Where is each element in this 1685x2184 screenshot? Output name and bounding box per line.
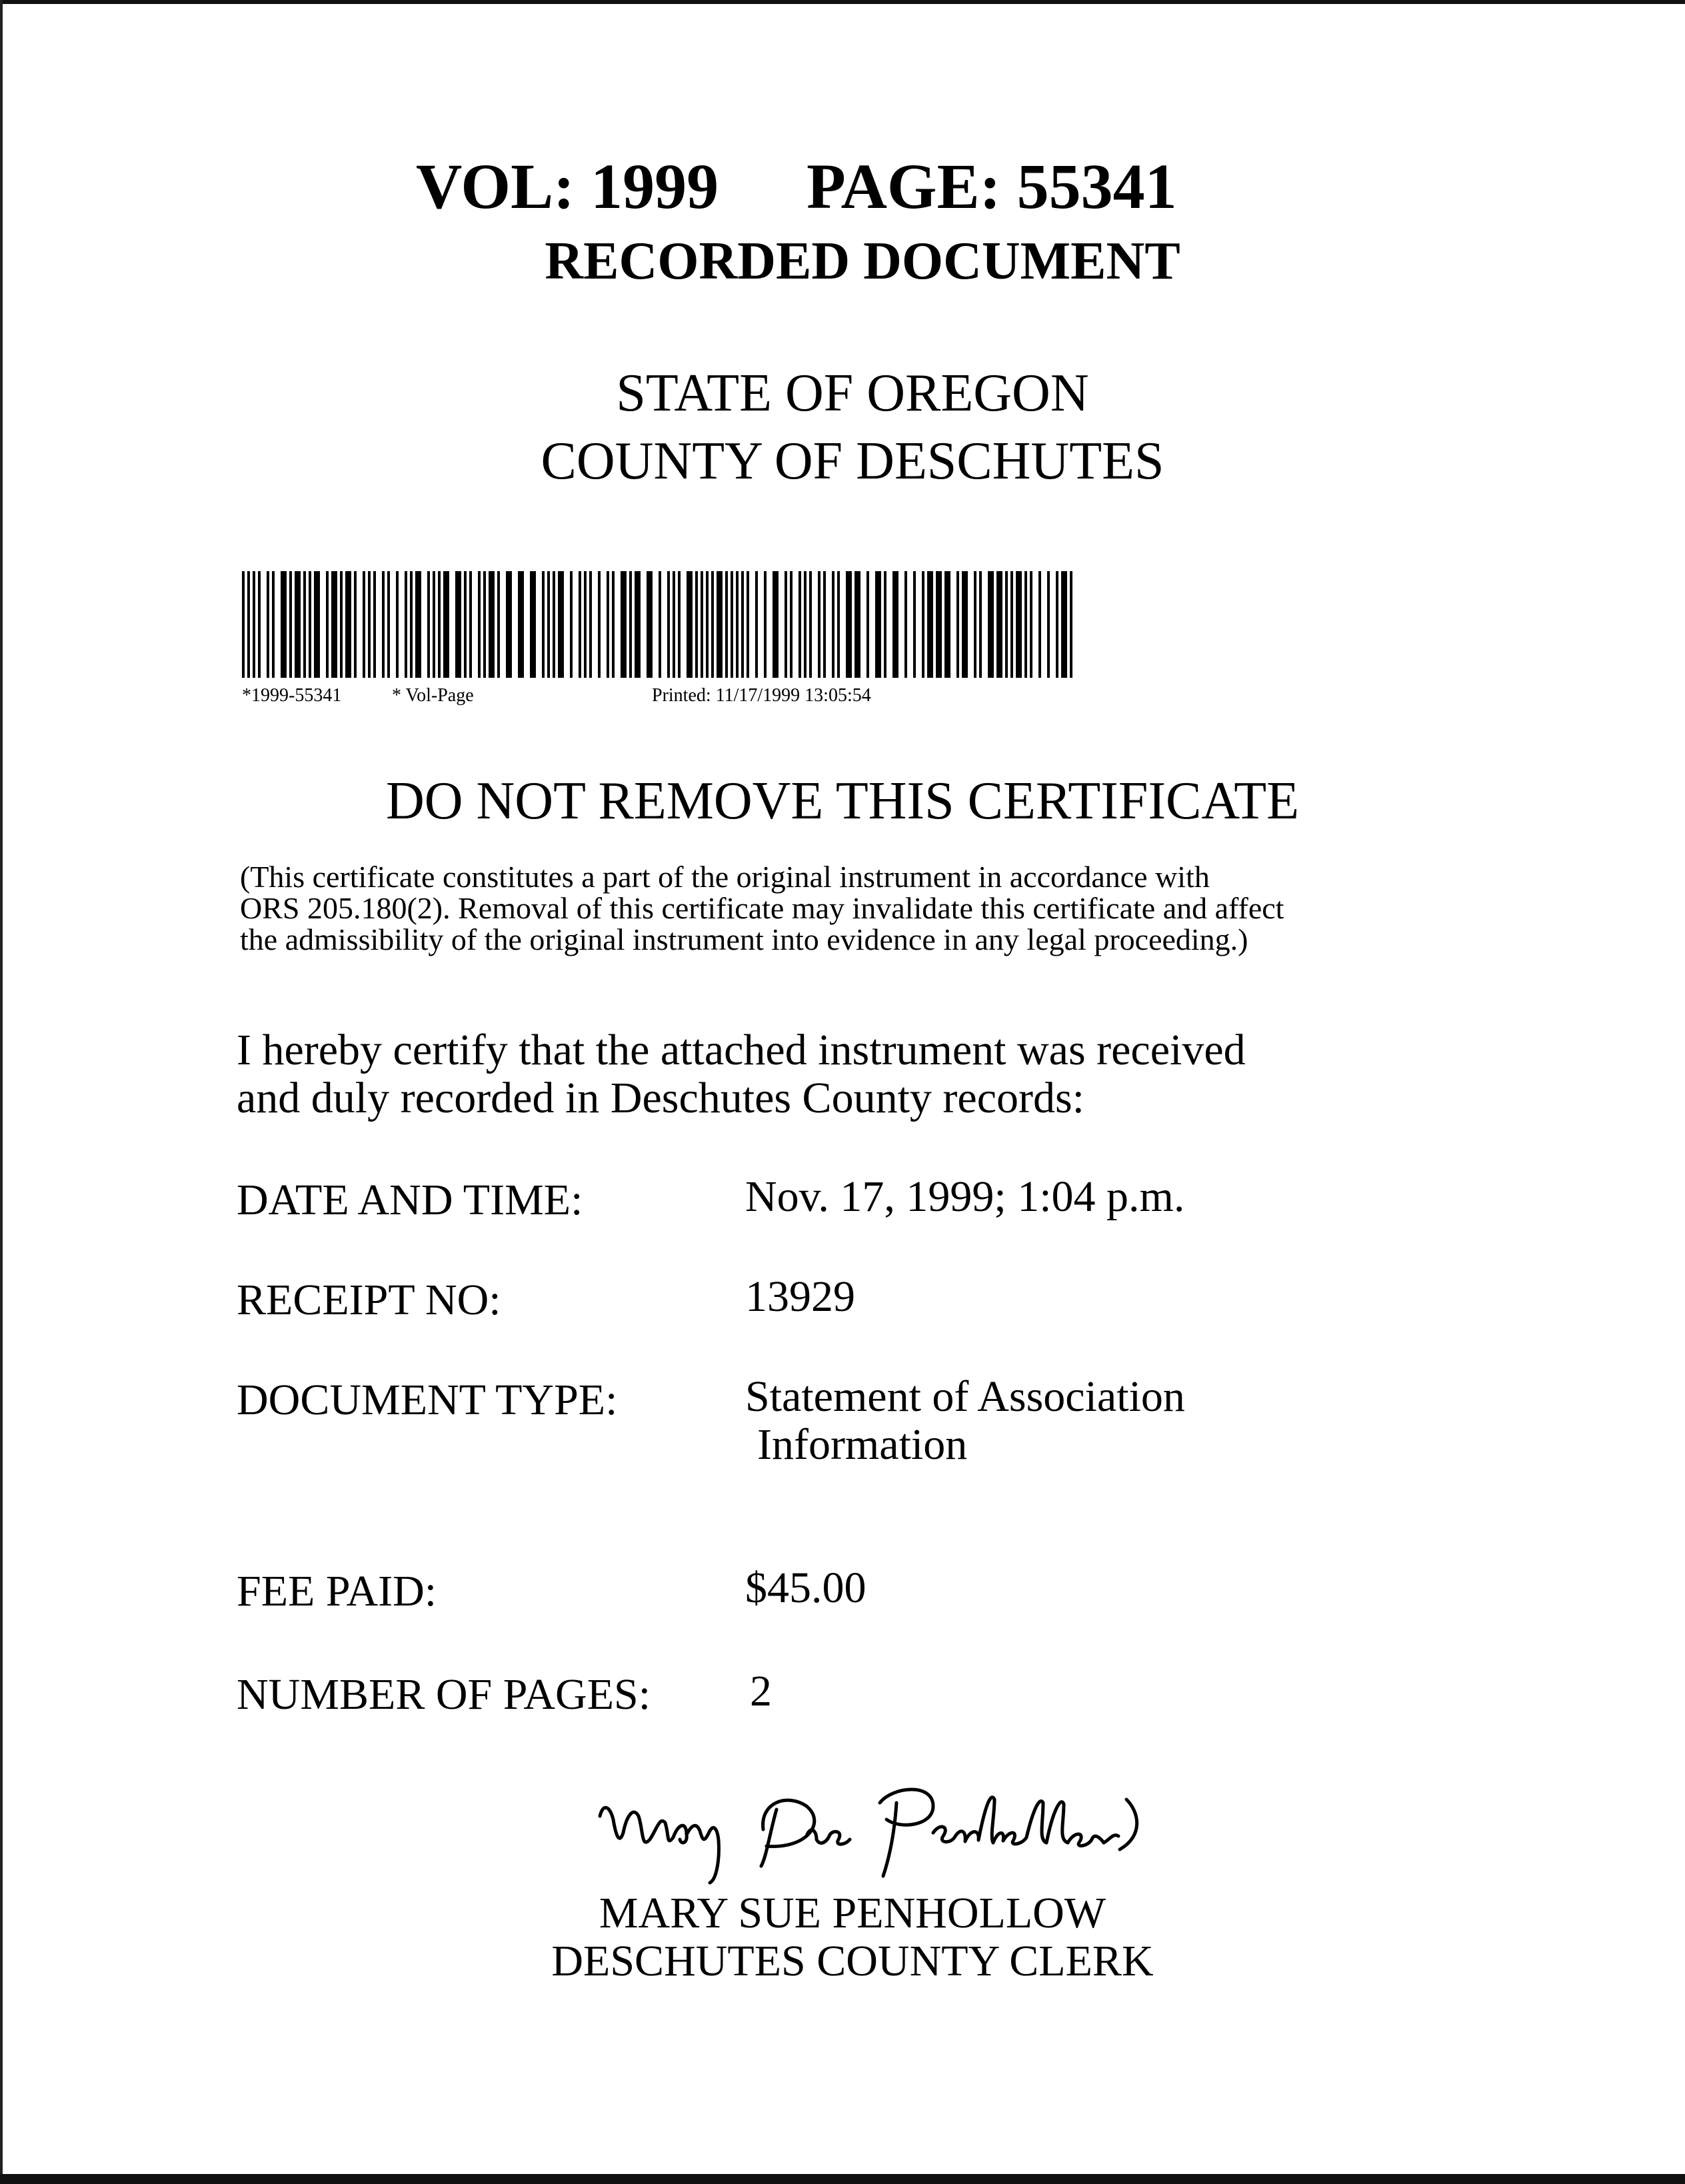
barcode-bar <box>547 571 550 678</box>
barcode-bar <box>443 571 449 678</box>
barcode-bar <box>944 571 950 678</box>
barcode-bar <box>790 571 793 678</box>
barcode-bar <box>988 571 994 678</box>
barcode-bar <box>629 571 632 678</box>
barcode-bar <box>667 571 670 678</box>
barcode-bar <box>866 571 869 678</box>
barcode-bar <box>1038 571 1041 678</box>
barcode-bar <box>832 571 835 678</box>
barcode-bar <box>736 571 739 678</box>
barcode-type: * Vol-Page <box>392 685 474 706</box>
scan-edge-top <box>0 0 1685 4</box>
barcode-bar <box>706 571 709 678</box>
barcode-bar <box>892 571 898 678</box>
barcode-bar <box>1056 571 1058 678</box>
barcode-bar <box>542 571 545 678</box>
barcode-bar <box>635 571 641 678</box>
barcode-bar <box>927 571 933 678</box>
number-of-pages-label: NUMBER OF PAGES: <box>237 1670 651 1719</box>
barcode-bar <box>673 571 675 678</box>
barcode-bar <box>607 571 609 678</box>
barcode-bar <box>570 571 573 678</box>
barcode-bar <box>621 571 627 678</box>
county-name: COUNTY OF DESCHUTES <box>541 432 1164 491</box>
barcode-bar <box>295 571 301 678</box>
barcode-bar <box>701 571 703 678</box>
barcode-bar <box>253 571 255 678</box>
barcode-bar <box>387 571 390 678</box>
barcode-bar <box>823 571 826 678</box>
barcode-bar <box>741 571 744 678</box>
barcode-bar <box>579 571 581 678</box>
barcode-bar <box>936 571 942 678</box>
vol-page-heading <box>416 151 1177 222</box>
fee-paid-label: FEE PAID: <box>237 1567 437 1616</box>
vol-number: VOL: 1999 <box>416 151 719 222</box>
do-not-remove-heading: DO NOT REMOVE THIS CERTIFICATE <box>385 772 1300 830</box>
barcode-bar <box>747 571 749 678</box>
barcode-bar <box>1030 571 1032 678</box>
barcode-bar <box>1005 571 1008 678</box>
receipt-label: RECEIPT NO: <box>237 1276 501 1324</box>
date-time-label: DATE AND TIME: <box>237 1176 583 1224</box>
barcode-bar <box>340 571 343 678</box>
barcode-bar <box>725 571 728 678</box>
barcode-bar <box>799 571 801 678</box>
barcode-bar <box>1024 571 1027 678</box>
barcode-bar <box>956 571 959 678</box>
barcode-bar <box>558 571 564 678</box>
barcode-bar <box>433 571 435 678</box>
barcode-id: *1999-55341 <box>242 685 342 706</box>
barcode-bar <box>247 571 250 678</box>
certification-statement <box>237 1026 1246 1122</box>
barcode-bar <box>818 571 821 678</box>
barcode-bar <box>289 571 292 678</box>
scan-edge-bottom <box>0 2174 1685 2184</box>
barcode-bar <box>469 571 472 678</box>
clerk-signature <box>587 1776 1146 1889</box>
barcode-bar <box>717 571 723 678</box>
barcode-bar <box>506 571 512 678</box>
page-number: PAGE: 55341 <box>807 151 1177 222</box>
barcode-bar <box>530 571 536 678</box>
barcode-bar <box>695 571 698 678</box>
barcode-bar <box>478 571 481 678</box>
barcode-bar <box>809 571 812 678</box>
barcode-bar <box>497 571 500 678</box>
barcode-bar <box>483 571 486 678</box>
barcode-bar <box>326 571 329 678</box>
barcode-bar <box>281 571 287 678</box>
barcode-bar <box>804 571 807 678</box>
barcode-bar <box>518 571 524 678</box>
barcode-bar <box>1070 571 1072 678</box>
barcode-bar <box>904 571 907 678</box>
barcode-bar <box>354 571 357 678</box>
barcode-bar <box>396 571 399 678</box>
barcode-bar <box>438 571 441 678</box>
barcode-bar <box>331 571 337 678</box>
certification-line: I hereby certify that the attached instrument was received <box>237 1026 1246 1074</box>
barcode-bar <box>314 571 320 678</box>
barcode-bar <box>785 571 787 678</box>
barcode-printed-date: Printed: 11/17/1999 13:05:54 <box>652 685 871 706</box>
barcode-bar <box>687 571 693 678</box>
notice-line: (This certificate constitutes a part of the original instrument in accordance with <box>240 860 1210 894</box>
barcode-bar <box>962 571 968 678</box>
document-type-line: Information <box>757 1420 968 1469</box>
state-name: STATE OF OREGON <box>616 364 1089 423</box>
number-of-pages-value: 2 <box>750 1667 772 1715</box>
barcode <box>242 571 1075 678</box>
barcode-bar <box>589 571 592 678</box>
document-type-line: Statement of Association <box>745 1372 1185 1421</box>
barcode-bar <box>731 571 733 678</box>
barcode-bar <box>272 571 275 678</box>
barcode-bar <box>368 571 371 678</box>
barcode-bar <box>846 571 852 678</box>
barcode-bar <box>837 571 840 678</box>
clerk-title: DESCHUTES COUNTY CLERK <box>551 1937 1154 1985</box>
barcode-bar <box>267 571 269 678</box>
barcode-bar <box>553 571 555 678</box>
barcode-bar <box>464 571 467 678</box>
barcode-bar <box>854 571 860 678</box>
document-type-value <box>745 1373 1185 1469</box>
scan-edge-left <box>0 0 3 2184</box>
barcode-bar <box>345 571 351 678</box>
notice-line: the admissibility of the original instrument into evidence in any legal proceeding.) <box>240 922 1248 956</box>
barcode-bar <box>242 571 245 678</box>
certification-line: and duly recorded in Deschutes County records: <box>237 1074 1084 1122</box>
barcode-bar <box>405 571 407 678</box>
barcode-bar <box>598 571 601 678</box>
barcode-bar <box>363 571 365 678</box>
barcode-bar <box>1016 571 1022 678</box>
barcode-bar <box>410 571 413 678</box>
fee-paid-value: $45.00 <box>745 1564 866 1612</box>
barcode-bar <box>678 571 681 678</box>
barcode-bar <box>427 571 430 678</box>
barcode-bar <box>612 571 615 678</box>
barcode-bar <box>659 571 661 678</box>
barcode-bar <box>258 571 261 678</box>
notice-paragraph <box>240 861 1440 955</box>
barcode-bar <box>415 571 421 678</box>
clerk-name: MARY SUE PENHOLLOW <box>599 1889 1106 1937</box>
barcode-bar <box>382 571 385 678</box>
barcode-bar <box>996 571 1002 678</box>
barcode-bar <box>922 571 924 678</box>
recorded-document-title: RECORDED DOCUMENT <box>545 232 1180 291</box>
barcode-bar <box>773 571 779 678</box>
date-time-value: Nov. 17, 1999; 1:04 p.m. <box>745 1172 1185 1221</box>
barcode-bar <box>875 571 881 678</box>
receipt-value: 13929 <box>745 1272 855 1321</box>
barcode-bar <box>303 571 306 678</box>
notice-line: ORS 205.180(2). Removal of this certificate may invalidate this certificate and affect <box>240 891 1284 925</box>
barcode-bar <box>884 571 886 678</box>
barcode-bar <box>979 571 982 678</box>
barcode-bar <box>913 571 916 678</box>
barcode-bar <box>764 571 767 678</box>
barcode-bar <box>1061 571 1067 678</box>
barcode-bar <box>309 571 311 678</box>
barcode-bar <box>1010 571 1013 678</box>
barcode-bar <box>489 571 495 678</box>
barcode-bar <box>584 571 587 678</box>
barcode-bar <box>711 571 714 678</box>
barcode-bar <box>974 571 976 678</box>
barcode-bar <box>1047 571 1050 678</box>
document-type-label: DOCUMENT TYPE: <box>237 1376 618 1424</box>
barcode-bar <box>647 571 653 678</box>
barcode-bar <box>755 571 758 678</box>
barcode-bar <box>455 571 461 678</box>
barcode-bar <box>373 571 376 678</box>
